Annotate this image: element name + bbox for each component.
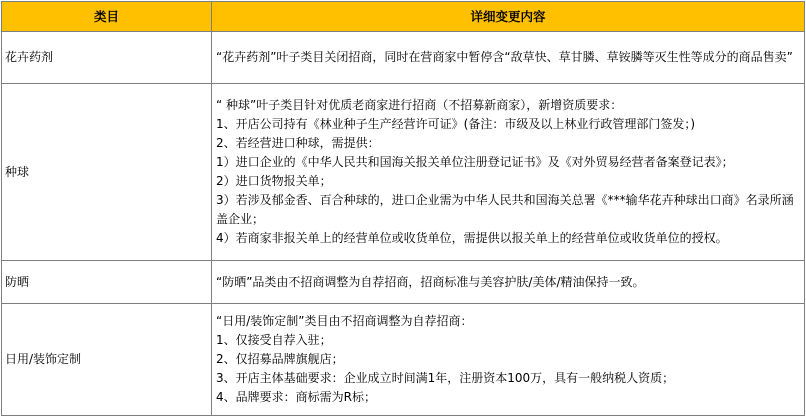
detail-line: 1、仅接受自荐入驻； [216,333,332,347]
detail-line: “日用/装饰定制”类目由不招商调整为自荐招商： [216,314,473,328]
row-category: 防晒 [2,261,212,304]
row-category: 日用/装饰定制 [2,304,212,416]
header-detail: 详细变更内容 [212,2,805,32]
detail-line: 2）进口货物报关单； [216,174,332,188]
detail-line: “花卉药剂”叶子类目关闭招商，同时在营商家中暂停含“敌草快、草甘膦、草铵膦等灭生性等成分的商品售卖” [216,50,793,64]
row-detail [212,32,805,84]
table-header-row [2,2,805,32]
detail-line: 2、仅招募品牌旗舰店； [216,352,344,366]
detail-line: 3）若涉及郁金香、百合种球的，进口企业需为中华人民共和国海关总署《***输华花卉种球出口商》名录所涵盖企业； [216,193,794,226]
detail-line: 3、开店主体基础要求：企业成立时间满1年，注册资本100万，具有一般纳税人资质； [216,371,675,385]
row-detail [212,304,805,416]
detail-line: “ 种球”叶子类目针对优质老商家进行招商（不招募新商家），新增资质要求： [216,98,623,112]
detail-line: 4、品牌要求：商标需为R标； [216,390,376,404]
table-row [2,261,805,304]
detail-line: “防晒”品类由不招商调整为自荐招商，招商标准与美容护肤/美体/精油保持一致。 [216,274,645,289]
detail-line: 4）若商家非报关单上的经营单位或收货单位，需提供以报关单上的经营单位或收货单位的授权。 [216,231,728,245]
table-row [2,84,805,261]
detail-line: 2、若经营进口种球，需提供： [216,136,380,150]
table-row [2,32,805,84]
row-category: 花卉药剂 [2,32,212,84]
header-category: 类目 [2,2,212,32]
detail-line: 1）进口企业的《中华人民共和国海关报关单位注册登记证书》及《对外贸易经营者备案登记表》； [216,155,734,169]
row-category: 种球 [2,84,212,261]
table-row [2,304,805,416]
category-change-table [1,1,805,416]
row-detail [212,84,805,261]
detail-line: 1、开店公司持有《林业种子生产经营许可证》(备注：市级及以上林业行政管理部门签发；) [216,117,696,131]
row-detail [212,261,805,304]
